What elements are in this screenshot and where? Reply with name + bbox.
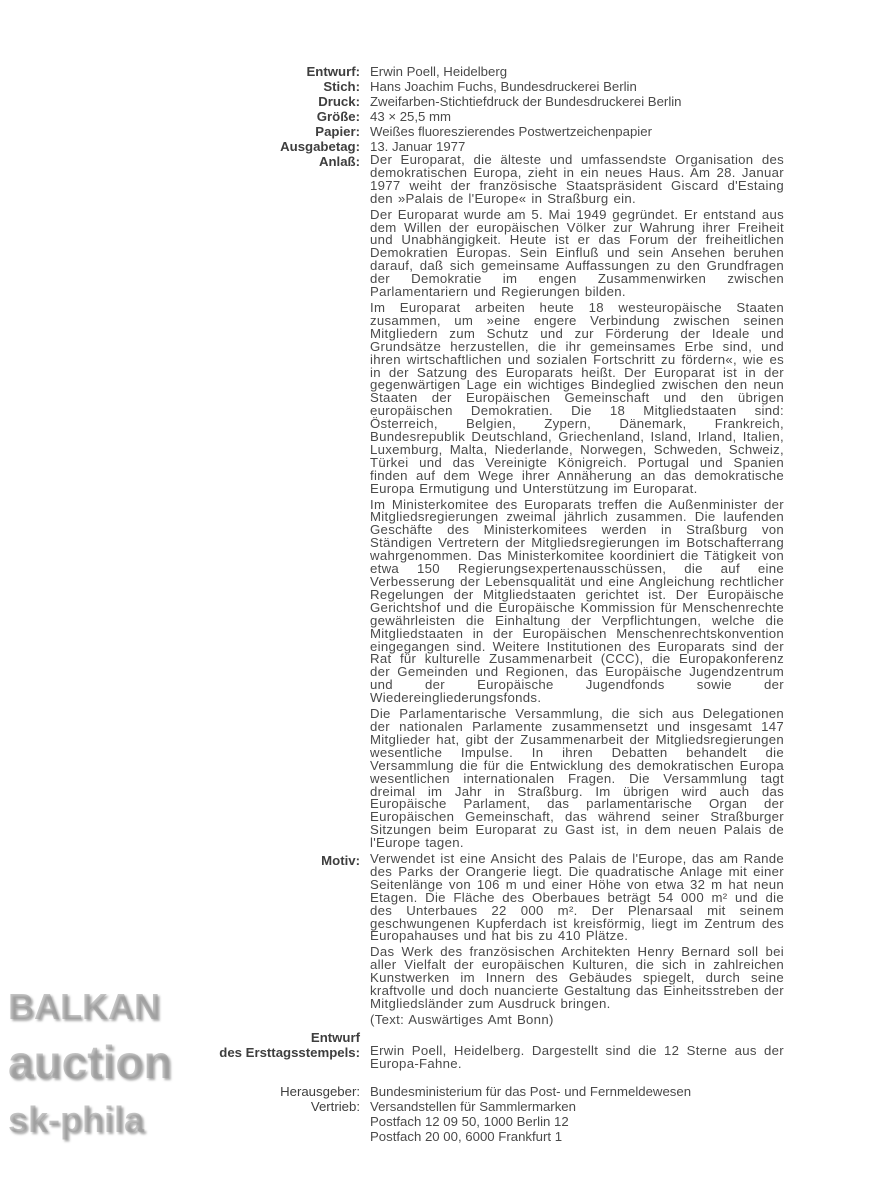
- entry-herausgeber: [200, 1084, 784, 1099]
- value: Weißes fluoreszierendes Postwertzeichenpapier: [370, 124, 652, 139]
- value: Erwin Poell, Heidelberg: [370, 64, 508, 79]
- label: Ausgabetag:: [280, 139, 360, 154]
- paragraph: Der Europarat wurde am 5. Mai 1949 gegründet. Er entstand aus dem Willen der europäischen Völker zur Wahrung ihrer Freiheit und Unabhängigkeit. Heute ist er das Forum der freiheitlichen Demokratien Europas. Sein Einfluß und sein Ansehen beruhen darauf, daß sich gemeinsame Auffassungen zu den Grundfragen der Demokratie im engen Zusammenwirken zwischen Parlamentariern und Regierungen bilden.: [370, 206, 784, 300]
- label-line: des Ersttagsstempels:: [219, 1044, 360, 1060]
- motiv-text: [370, 853, 784, 1030]
- label: Entwurf:: [306, 64, 360, 79]
- label: Größe:: [316, 109, 360, 124]
- address-line: Postfach 20 00, 6000 Frankfurt 1: [370, 1128, 563, 1144]
- entry-entwurf: [200, 64, 784, 79]
- label-line: Entwurf: [310, 1029, 360, 1045]
- entry-anlass: [200, 154, 784, 853]
- label: Motiv:: [321, 853, 360, 869]
- watermark: [8, 985, 194, 1185]
- entry-groesse: [200, 109, 784, 124]
- paragraph: Die Parlamentarische Versammlung, die sich aus Delegationen der nationalen Parlamente zusammensetzt und insgesamt 147 Mitglieder hat, gibt der Zusammenarbeit der Mitgliedsregierungen wesentliche Impulse. In ihren Debatten behandelt die Versammlung die für die Entwicklung des demokratischen Europa wesentlichen internationalen Fragen. Die Versammlung tagt dreimal im Jahr in Straßburg. Im übrigen wird auch das Europäische Parlament, das parlamentarische Organ der Europäischen Gemeinschaft, das während seiner Straßburger Sitzungen beim Europarat zu Gast ist, in dem neuen Palais de l'Europe tagen.: [370, 706, 784, 851]
- paragraph: Im Ministerkomitee des Europarats treffen die Außenminister der Mitgliedsregierungen zweimal jährlich zusammen. Die laufenden Geschäfte des Ministerkomitees werden in Straßburg von Ständigen Vertretern der Mitgliedsregierungen im Botschafterrang wahrgenommen. Das Ministerkomitee koordiniert die Tätigkeit von etwa 150 Regierungsexpertenausschüssen, die auf eine Verbesserung der Lebensqualität und eine Angleichung rechtlicher Regelungen der Mitgliedstaaten gerichtet ist. Der Europäische Gerichtshof und die Europäische Kommission für Menschenrechte gewährleisten die Einhaltung der Verpflichtungen, welche die Mitgliedstaaten in der Europäischen Menschenrechtskonvention eingegangen sind. Weitere Institutionen des Europarats sind der Rat für kulturelle Zusammenarbeit (CCC), die Europakonferenz der Gemeinden und Regionen, das Europäische Jugendzentrum und der Europäische Jugendfonds sowie der Wiedereingliederungsfonds.: [370, 496, 784, 706]
- value: Bundesministerium für das Post- und Fernmeldewesen: [370, 1083, 692, 1099]
- label: Anlaß:: [318, 154, 360, 169]
- value: 43 × 25,5 mm: [370, 109, 451, 124]
- label: Herausgeber:: [280, 1083, 360, 1099]
- paragraph: Im Europarat arbeiten heute 18 westeuropäische Staaten zusammen, um »eine engere Verbindung zwischen seinen Mitgliedern zum Schutz und zur Förderung der Ideale und Grundsätze herzustellen, die ihr gemeinsames Erbe sind, und ihren wirtschaftlichen und sozialen Fortschritt zu fördern«, wie es in der Satzung des Europarats heißt. Der Europarat ist in der gegenwärtigen Lage ein wichtiges Bindeglied zwischen den neun Staaten der Europäischen Gemeinschaft und den übrigen europäischen Demokratien. Die 18 Mitgliedstaaten sind: Österreich, Belgien, Zypern, Dänemark, Frankreich, Bundesrepublik Deutschland, Griechenland, Island, Irland, Italien, Luxemburg, Malta, Niederlande, Norwegen, Schweden, Schweiz, Türkei und das Vereinigte Königreich. Portugal und Spanien finden auf dem Wege ihrer Annäherung an das demokratische Europa Ermutigung und Unterstützung im Europarat.: [370, 299, 784, 496]
- value: Hans Joachim Fuchs, Bundesdruckerei Berlin: [370, 79, 637, 94]
- anlass-text: [370, 154, 784, 853]
- label: [200, 1030, 370, 1074]
- value: 13. Januar 1977: [370, 139, 466, 154]
- address-line: Postfach 12 09 50, 1000 Berlin 12: [370, 1113, 569, 1129]
- watermark-line: sk-phila: [8, 1099, 145, 1140]
- paragraph: Das Werk des französischen Architekten Henry Bernard soll bei aller Vielfalt der europäischen Kulturen, die sich in zahlreichen Kunstwerken im Innern des Gebäudes spiegelt, durch seine kraftvolle und doch nuancierte Gestaltung das Einheitsstreben der Mitgliedsländer zum Ausdruck bringen.: [370, 944, 784, 1011]
- address-line: Versandstellen für Sammlermarken: [370, 1098, 576, 1114]
- entry-ersttagsstempel: [200, 1030, 784, 1074]
- watermark-line: BALKAN: [8, 986, 160, 1027]
- stamp-info-sheet: [200, 64, 784, 1144]
- entry-druck: [200, 94, 784, 109]
- entry-papier: [200, 124, 784, 139]
- entry-stich: [200, 79, 784, 94]
- watermark-line: auction: [8, 1036, 172, 1088]
- paragraph: (Text: Auswärtiges Amt Bonn): [370, 1011, 554, 1027]
- label: Stich:: [323, 79, 360, 94]
- paragraph: Der Europarat, die älteste und umfassendste Organisation des demokratischen Europa, zieht in ein neues Haus. Am 28. Januar 1977 weiht der französische Staatspräsident Giscard d'Estaing den »Palais de l'Europe« in Straßburg ein.: [370, 152, 784, 206]
- entry-motiv: [200, 853, 784, 1030]
- entry-vertrieb: [200, 1099, 784, 1144]
- stempel-text: [370, 1030, 784, 1074]
- label: Papier:: [315, 124, 360, 139]
- vertrieb-lines: [370, 1099, 784, 1144]
- value: Zweifarben-Stichtiefdruck der Bundesdruckerei Berlin: [370, 94, 682, 109]
- paragraph: Verwendet ist eine Ansicht des Palais de l'Europe, das am Rande des Parks der Orangerie liegt. Die quadratische Anlage mit einer Seitenlänge von 106 m und einer Höhe von etwa 32 m hat neun Etagen. Die Fläche des Oberbaues beträgt 54 000 m² und die des Unterbaues 22 000 m². Der Plenarsaal mit seinem geschwungenen Kupferdach ist kreisförmig, liegt im Zentrum des Europahauses und hat bis zu 410 Plätze.: [370, 851, 784, 944]
- label: Vertrieb:: [310, 1098, 360, 1114]
- label: Druck:: [318, 94, 360, 109]
- paragraph: Erwin Poell, Heidelberg. Dargestellt sind die 12 Sterne aus der Europa-Fahne.: [370, 1042, 784, 1071]
